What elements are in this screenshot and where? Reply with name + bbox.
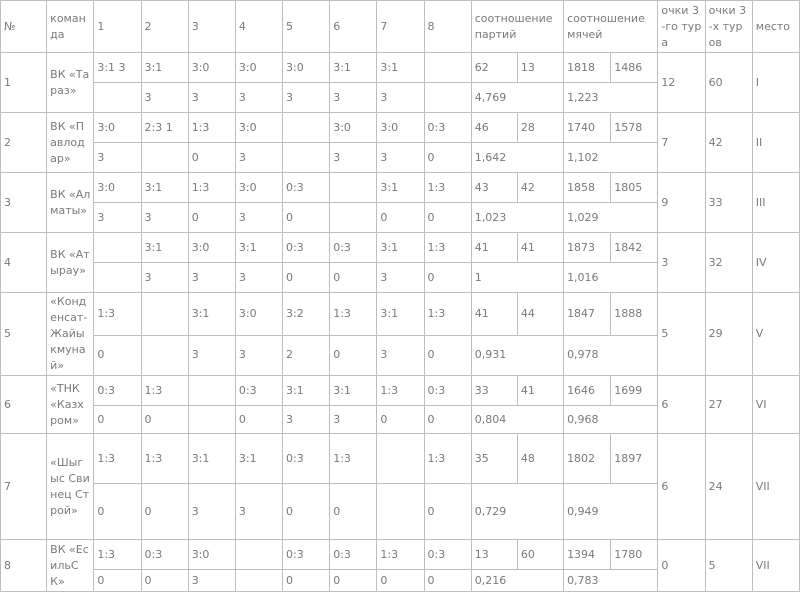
match-points-3: 0 [188,143,235,173]
balls-won: 1646 [564,376,611,406]
match-points-8 [424,83,471,113]
points-round3: 3 [658,233,705,293]
match-points-8: 0 [424,484,471,540]
match-score-8 [424,53,471,83]
match-score-6: 3:1 [330,376,377,406]
match-score-4: 0:3 [235,376,282,406]
points-round3: 9 [658,173,705,233]
match-score-8: 1:3 [424,434,471,484]
match-points-6: 3 [330,406,377,434]
points-total: 60 [705,53,752,113]
sets-ratio: 0,216 [471,570,563,592]
header-row [1,1,800,53]
match-points-4: 0 [235,406,282,434]
match-points-2 [141,335,188,375]
balls-ratio: 1,016 [564,263,658,293]
match-score-3: 3:0 [188,53,235,83]
match-points-6: 0 [330,484,377,540]
balls-ratio: 0,978 [564,335,658,375]
match-points-3: 3 [188,335,235,375]
match-score-1: 3:0 [94,113,141,143]
match-points-4: 3 [235,263,282,293]
header-opp-2: 2 [141,1,188,53]
header-opp-7: 7 [377,1,424,53]
match-points-7: 3 [377,263,424,293]
match-score-8: 0:3 [424,113,471,143]
place: V [752,293,799,376]
place: II [752,113,799,173]
match-score-2: 2:3 1 [141,113,188,143]
match-score-7: 3:0 [377,113,424,143]
match-points-6: 3 [330,143,377,173]
match-score-6: 3:0 [330,113,377,143]
match-points-2: 3 [141,203,188,233]
team-row [1,173,800,203]
sets-lost: 13 [517,53,563,83]
sets-won: 13 [471,540,517,570]
match-points-1: 0 [94,335,141,375]
match-score-7: 3:1 [377,293,424,336]
match-points-4: 3 [235,335,282,375]
header-place: место [752,1,799,53]
team-row [1,540,800,570]
match-points-7: 0 [377,570,424,592]
balls-lost: 1486 [611,53,658,83]
points-total: 29 [705,293,752,376]
header-points-3rounds: очки 3-х туров [705,1,752,53]
match-points-5: 2 [283,335,330,375]
sets-won: 46 [471,113,517,143]
balls-ratio: 1,029 [564,203,658,233]
match-score-2: 3:1 [141,53,188,83]
match-points-5: 0 [283,484,330,540]
match-score-2: 1:3 [141,434,188,484]
team-row [1,53,800,83]
balls-lost: 1897 [611,434,658,484]
match-points-3: 3 [188,263,235,293]
team-name: ВК «Атырау» [47,233,94,293]
match-points-1: 0 [94,484,141,540]
match-points-8: 0 [424,143,471,173]
match-score-1: 1:3 [94,540,141,570]
balls-ratio: 0,783 [564,570,658,592]
match-score-6 [330,173,377,203]
match-points-5: 0 [283,570,330,592]
balls-ratio: 0,968 [564,406,658,434]
match-points-3 [188,406,235,434]
match-points-7: 3 [377,83,424,113]
match-score-5: 3:2 [283,293,330,336]
row-number: 8 [1,540,47,592]
match-points-4: 3 [235,484,282,540]
row-number: 6 [1,376,47,434]
match-score-8: 1:3 [424,173,471,203]
sets-won: 33 [471,376,517,406]
match-score-7 [377,434,424,484]
match-score-8: 0:3 [424,376,471,406]
match-score-4: 3:0 [235,113,282,143]
points-total: 5 [705,540,752,592]
place: VI [752,376,799,434]
balls-won: 1858 [564,173,611,203]
match-points-6: 0 [330,263,377,293]
sets-lost: 48 [517,434,563,484]
points-total: 42 [705,113,752,173]
match-score-7: 3:1 [377,53,424,83]
table-body [1,1,800,592]
match-score-5: 3:1 [283,376,330,406]
team-row [1,233,800,263]
match-points-3: 0 [188,203,235,233]
match-points-8: 0 [424,570,471,592]
sets-lost: 41 [517,233,563,263]
points-round3: 0 [658,540,705,592]
points-round3: 6 [658,434,705,540]
sets-won: 41 [471,233,517,263]
match-points-2: 0 [141,406,188,434]
match-score-4 [235,540,282,570]
match-score-2: 0:3 [141,540,188,570]
match-points-1 [94,83,141,113]
match-score-2: 3:1 [141,233,188,263]
match-score-4: 3:1 [235,233,282,263]
match-points-7: 0 [377,406,424,434]
balls-lost: 1578 [611,113,658,143]
team-name: ВК «Павлодар» [47,113,94,173]
row-number: 2 [1,113,47,173]
balls-ratio: 1,102 [564,143,658,173]
match-points-7 [377,484,424,540]
row-number: 1 [1,53,47,113]
match-score-6: 3:1 [330,53,377,83]
header-team: команда [47,1,94,53]
match-points-4: 3 [235,83,282,113]
match-points-5: 3 [283,83,330,113]
match-score-7: 1:3 [377,376,424,406]
match-points-1: 0 [94,570,141,592]
match-score-8: 1:3 [424,293,471,336]
match-score-3: 3:0 [188,233,235,263]
match-score-3: 3:1 [188,434,235,484]
match-score-3: 3:1 [188,293,235,336]
match-points-3: 3 [188,570,235,592]
sets-ratio: 0,729 [471,484,563,540]
balls-lost: 1842 [611,233,658,263]
team-row [1,376,800,406]
header-opp-6: 6 [330,1,377,53]
match-points-5: 0 [283,203,330,233]
sets-lost: 60 [517,540,563,570]
match-points-5 [283,143,330,173]
sets-won: 62 [471,53,517,83]
sets-ratio: 4,769 [471,83,563,113]
match-score-3: 1:3 [188,173,235,203]
match-score-4: 3:0 [235,53,282,83]
match-points-5: 0 [283,263,330,293]
sets-ratio: 1,642 [471,143,563,173]
match-score-4: 3:0 [235,173,282,203]
team-row [1,434,800,484]
balls-won: 1847 [564,293,611,336]
points-total: 33 [705,173,752,233]
match-points-7: 3 [377,335,424,375]
place: IV [752,233,799,293]
match-score-7: 3:1 [377,173,424,203]
balls-ratio: 0,949 [564,484,658,540]
balls-ratio: 1,223 [564,83,658,113]
match-score-4: 3:0 [235,293,282,336]
match-points-5: 3 [283,406,330,434]
match-score-1: 1:3 [94,293,141,336]
sets-lost: 44 [517,293,563,336]
place: III [752,173,799,233]
match-points-2 [141,143,188,173]
match-points-3: 3 [188,484,235,540]
points-total: 24 [705,434,752,540]
match-score-5: 0:3 [283,233,330,263]
match-score-5: 0:3 [283,434,330,484]
header-num: № [1,1,47,53]
match-score-5: 0:3 [283,173,330,203]
match-points-2: 3 [141,83,188,113]
row-number: 4 [1,233,47,293]
match-points-8: 0 [424,406,471,434]
sets-ratio: 0,931 [471,335,563,375]
team-name: ВК «Алматы» [47,173,94,233]
match-points-1: 3 [94,203,141,233]
team-row [1,113,800,143]
team-name: ВК «ЕсильСК» [47,540,94,592]
match-score-4: 3:1 [235,434,282,484]
match-points-8: 0 [424,203,471,233]
sets-ratio: 0,804 [471,406,563,434]
sets-won: 41 [471,293,517,336]
match-score-1: 3:1 3 [94,53,141,83]
match-points-4 [235,570,282,592]
match-score-2: 1:3 [141,376,188,406]
match-score-5 [283,113,330,143]
match-points-2: 3 [141,263,188,293]
match-score-6: 1:3 [330,434,377,484]
sets-lost: 42 [517,173,563,203]
match-score-2 [141,293,188,336]
match-points-6: 3 [330,83,377,113]
row-number: 5 [1,293,47,376]
row-number: 3 [1,173,47,233]
match-score-1: 3:0 [94,173,141,203]
match-score-7: 3:1 [377,233,424,263]
match-score-8: 1:3 [424,233,471,263]
team-name: «Шыгыс Свинец Строй» [47,434,94,540]
match-points-1 [94,263,141,293]
sets-lost: 28 [517,113,563,143]
match-score-2: 3:1 [141,173,188,203]
row-number: 7 [1,434,47,540]
team-name: «Конденсат-Жайыкмунай» [47,293,94,376]
match-score-3: 1:3 [188,113,235,143]
match-score-3: 3:0 [188,540,235,570]
match-points-2: 0 [141,484,188,540]
balls-lost: 1699 [611,376,658,406]
match-score-5: 3:0 [283,53,330,83]
match-score-1 [94,233,141,263]
place: I [752,53,799,113]
header-opp-3: 3 [188,1,235,53]
balls-lost: 1888 [611,293,658,336]
match-points-2: 0 [141,570,188,592]
balls-won: 1740 [564,113,611,143]
match-points-4: 3 [235,143,282,173]
balls-won: 1818 [564,53,611,83]
match-points-6: 0 [330,570,377,592]
match-points-6: 0 [330,335,377,375]
match-points-6 [330,203,377,233]
match-points-8: 0 [424,263,471,293]
balls-won: 1394 [564,540,611,570]
match-score-6: 0:3 [330,233,377,263]
balls-lost: 1780 [611,540,658,570]
match-score-5: 0:3 [283,540,330,570]
header-opp-4: 4 [235,1,282,53]
team-row [1,293,800,336]
header-opp-5: 5 [283,1,330,53]
balls-lost: 1805 [611,173,658,203]
match-points-7: 3 [377,143,424,173]
match-points-7: 0 [377,203,424,233]
match-score-6: 1:3 [330,293,377,336]
header-points-round3: очки 3-го тура [658,1,705,53]
match-points-8: 0 [424,335,471,375]
header-opp-1: 1 [94,1,141,53]
balls-won: 1802 [564,434,611,484]
points-total: 27 [705,376,752,434]
points-total: 32 [705,233,752,293]
match-score-6: 0:3 [330,540,377,570]
sets-ratio: 1 [471,263,563,293]
match-score-1: 1:3 [94,434,141,484]
match-points-4: 3 [235,203,282,233]
match-points-3: 3 [188,83,235,113]
sets-won: 35 [471,434,517,484]
header-sets-ratio: соотношение партий [471,1,563,53]
sets-lost: 41 [517,376,563,406]
match-score-8: 0:3 [424,540,471,570]
team-name: «ТНК «Казхром» [47,376,94,434]
match-score-3 [188,376,235,406]
points-round3: 12 [658,53,705,113]
sets-ratio: 1,023 [471,203,563,233]
match-score-1: 0:3 [94,376,141,406]
match-points-1: 0 [94,406,141,434]
team-name: ВК «Тараз» [47,53,94,113]
points-round3: 6 [658,376,705,434]
header-balls-ratio: соотношение мячей [564,1,658,53]
match-score-7: 1:3 [377,540,424,570]
balls-won: 1873 [564,233,611,263]
points-round3: 5 [658,293,705,376]
sets-won: 43 [471,173,517,203]
header-opp-8: 8 [424,1,471,53]
place: VII [752,434,799,540]
place: VII [752,540,799,592]
points-round3: 7 [658,113,705,173]
match-points-1: 3 [94,143,141,173]
